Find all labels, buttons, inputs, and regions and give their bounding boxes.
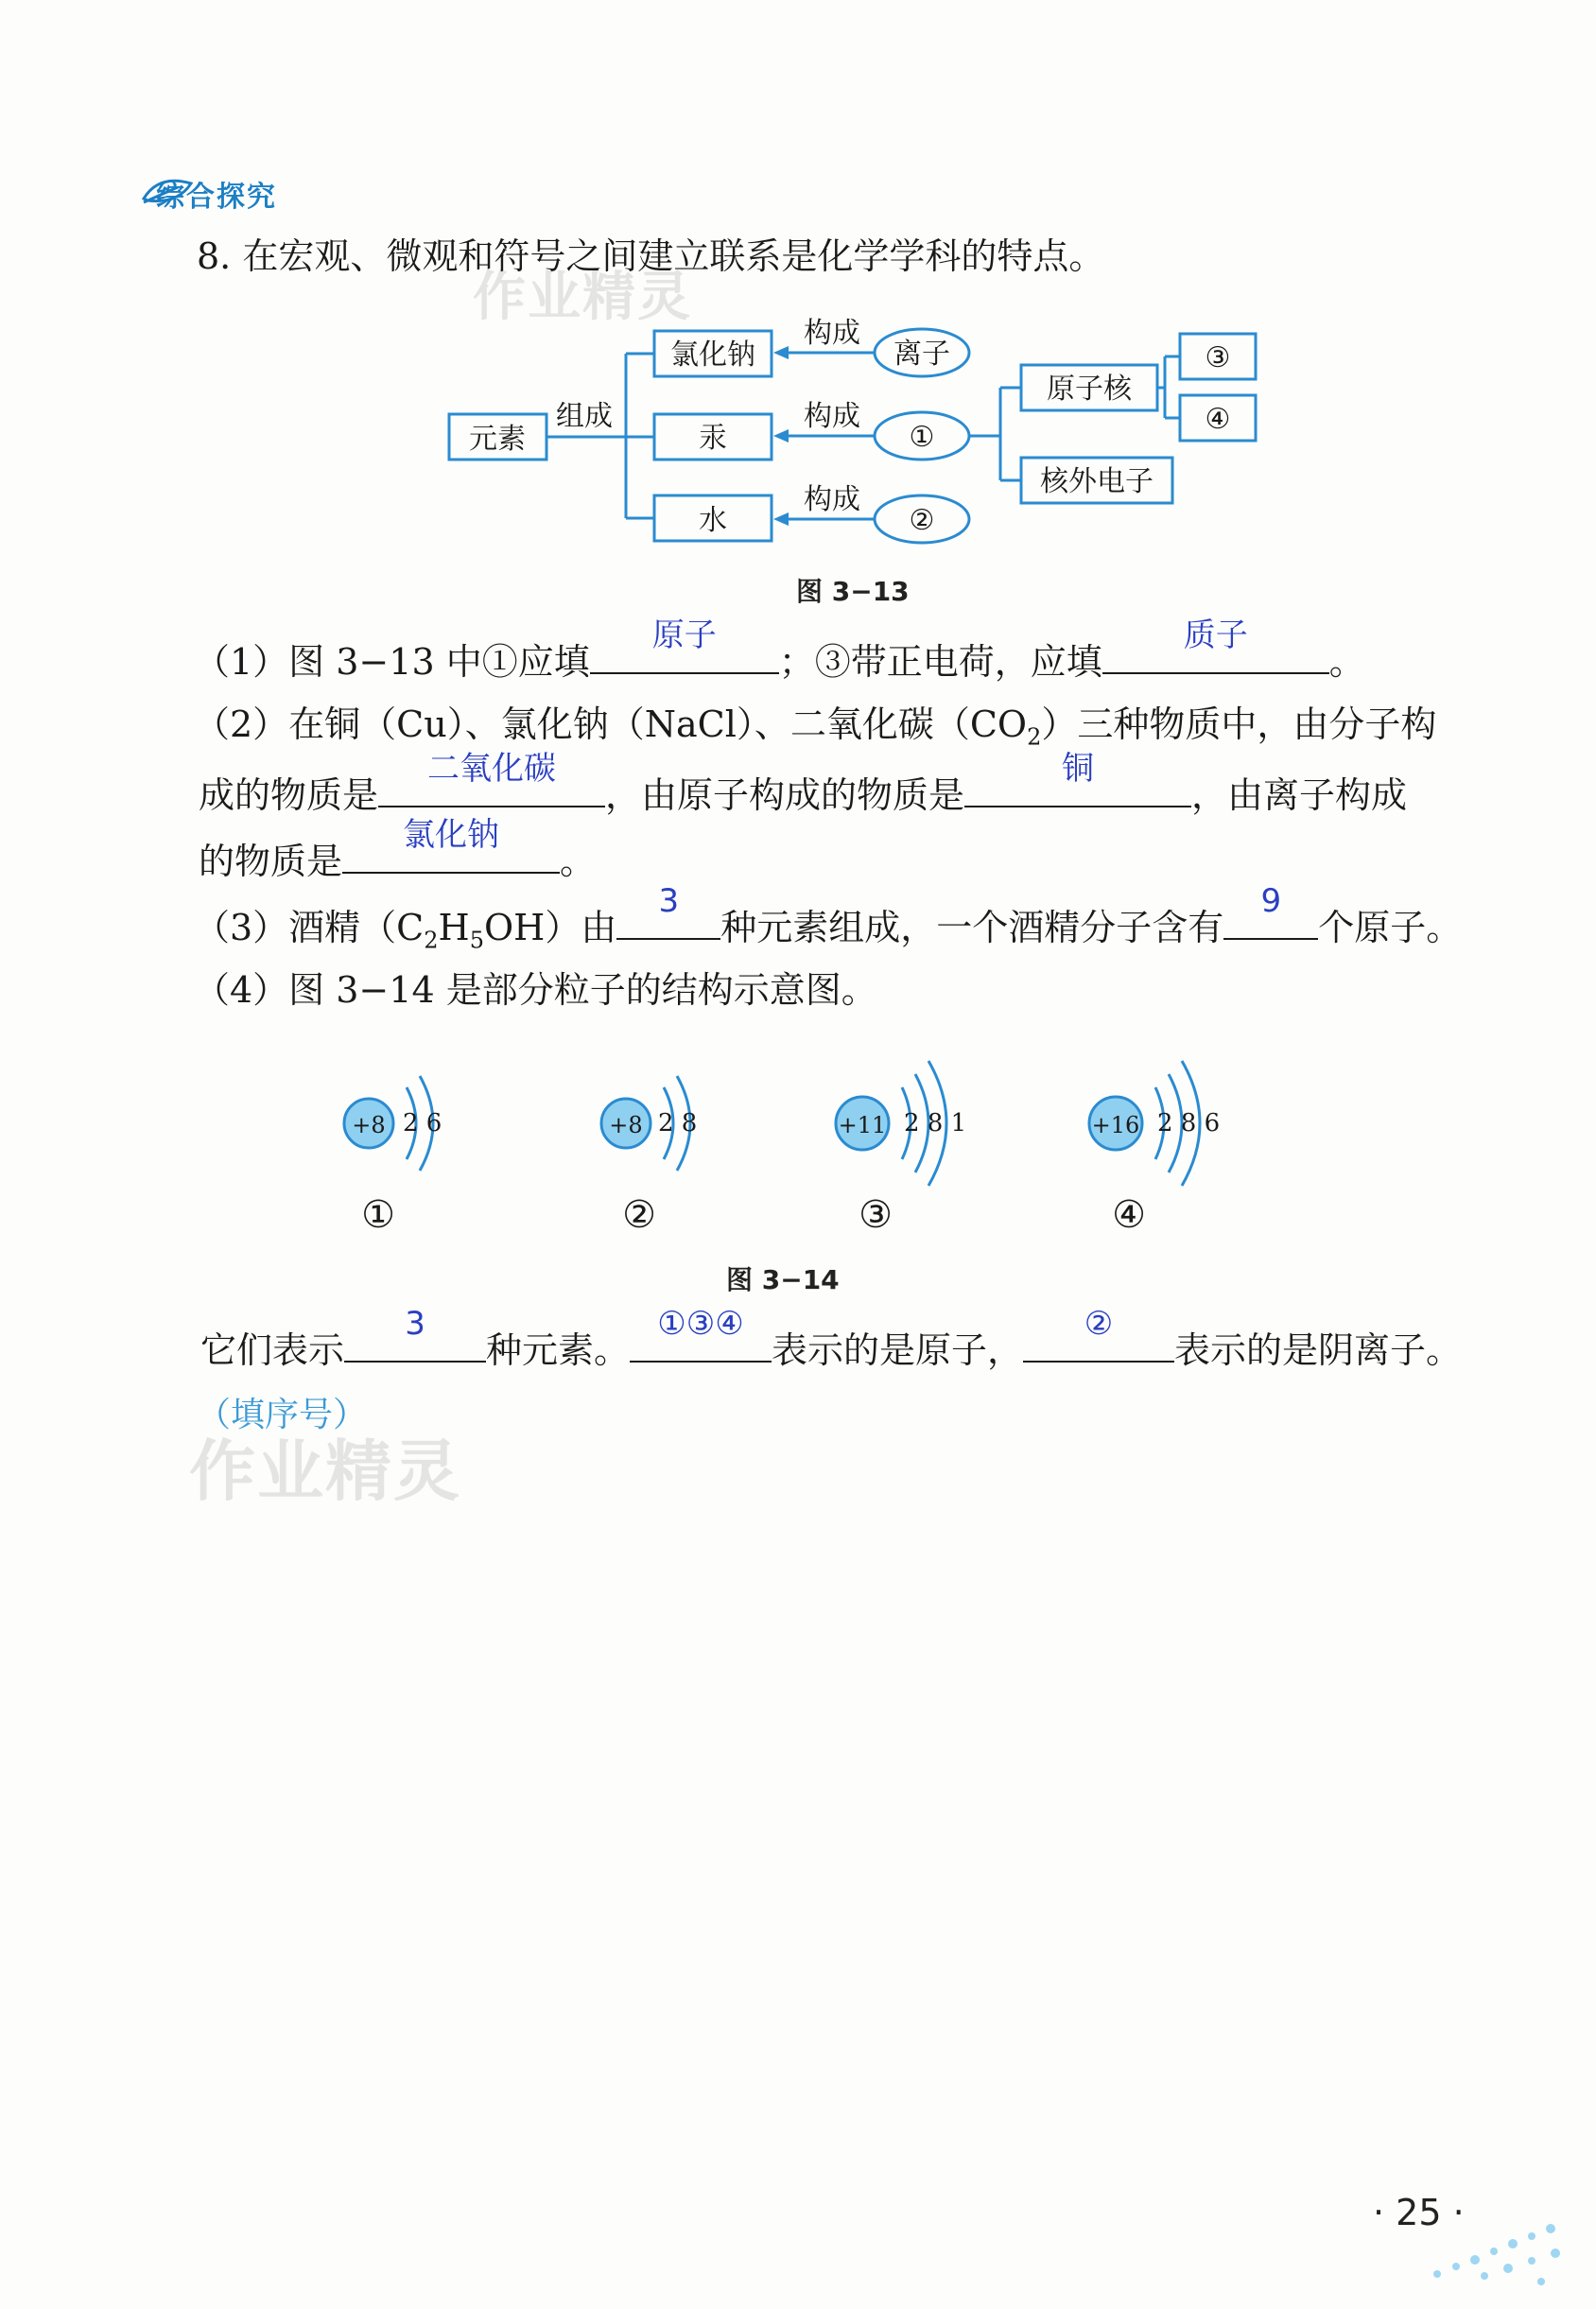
section-title: 综合探究 — [156, 181, 277, 214]
label-goucheng: 构成 — [804, 400, 860, 433]
particle-diagram — [0, 1021, 1596, 1248]
watermark: 作业精灵 — [189, 1432, 461, 1510]
box-4-label: ④ — [1205, 403, 1231, 436]
svg-text:+8: +8 — [352, 1112, 386, 1138]
label-zucheng: 组成 — [556, 400, 613, 433]
answer-blank[interactable]: 铜 — [964, 773, 1191, 807]
substance-label: 水 — [699, 504, 727, 537]
answer-blank[interactable]: 质子 — [1102, 640, 1329, 674]
part-1: （1）图 3−13 中①应填 原子 ；③带正电荷，应填 质子 。 — [194, 616, 1365, 683]
figure-caption: 图 3−13 — [796, 576, 910, 607]
final-question: 它们表示 3 种元素。 ①③④ 表示的是原子， ② 表示的是阴离子。 — [200, 1305, 1463, 1371]
part-2-line-1: （2）在铜（Cu）、氯化钠（NaCl）、二氧化碳$(CO_2)$三种物质中，由分子构 — [194, 703, 1437, 751]
particle-3 — [836, 1061, 966, 1237]
particle-1 — [344, 1076, 442, 1237]
answer-blank[interactable]: 3 — [344, 1328, 486, 1363]
label-goucheng: 构成 — [804, 483, 860, 516]
label-goucheng: 构成 — [804, 317, 860, 350]
concept-diagram — [0, 0, 1596, 605]
answer-blank[interactable]: ①③④ — [630, 1328, 772, 1363]
svg-text:2 8: 2 8 — [658, 1109, 698, 1137]
box-3-label: ③ — [1205, 341, 1231, 374]
particle-4 — [1089, 1061, 1220, 1237]
figure-caption: 图 3−14 — [726, 1264, 840, 1295]
watermark: 作业精灵 — [473, 267, 692, 328]
svg-text:2 6: 2 6 — [403, 1109, 442, 1137]
dots-decoration — [1418, 2208, 1579, 2293]
oval-label: ② — [909, 504, 935, 537]
part-2-line-2: 成的物质是 二氧化碳 ，由原子构成的物质是 铜 ，由离子构成 — [199, 750, 1408, 816]
nucleus-label: 原子核 — [1047, 373, 1132, 406]
particle-2 — [601, 1076, 697, 1237]
oval-label: ① — [909, 421, 935, 454]
page-number: · 25 · — [1373, 2192, 1465, 2233]
svg-text:②: ② — [622, 1193, 656, 1237]
part-2-line-3: 的物质是 氯化钠 。 — [199, 816, 597, 882]
answer-blank[interactable]: 3 — [616, 906, 720, 940]
electrons-label: 核外电子 — [1040, 465, 1154, 498]
substance-label: 汞 — [699, 422, 727, 455]
answer-blank[interactable]: 二氧化碳 — [378, 773, 605, 807]
part-3: （3）酒精$(C_2H_5OH)$由 3 种元素组成，一个酒精分子含有 9 个原子。 — [194, 882, 1463, 954]
substance-label: 氯化钠 — [670, 339, 755, 372]
fill-hint: （填序号） — [197, 1396, 368, 1434]
question-stem: 8. 在宏观、微观和符号之间建立联系是化学学科的特点。 — [197, 235, 1105, 277]
oval-label: 离子 — [893, 338, 950, 371]
answer-blank[interactable]: 氯化钠 — [342, 840, 560, 874]
answer-blank[interactable]: 9 — [1223, 906, 1318, 940]
svg-text:①: ① — [361, 1193, 395, 1237]
svg-text:2 8 1: 2 8 1 — [904, 1109, 967, 1137]
svg-text:④: ④ — [1112, 1193, 1146, 1237]
label-yuansu: 元素 — [469, 423, 526, 456]
svg-text:2 8 6: 2 8 6 — [1157, 1109, 1221, 1137]
svg-text:+8: +8 — [609, 1112, 643, 1138]
svg-text:③: ③ — [859, 1193, 893, 1237]
answer-blank[interactable]: 原子 — [590, 640, 779, 674]
answer-blank[interactable]: ② — [1023, 1328, 1174, 1363]
svg-text:+11: +11 — [838, 1112, 887, 1138]
svg-text:+16: +16 — [1091, 1112, 1140, 1138]
part-4: （4）图 3−14 是部分粒子的结构示意图。 — [194, 969, 877, 1011]
